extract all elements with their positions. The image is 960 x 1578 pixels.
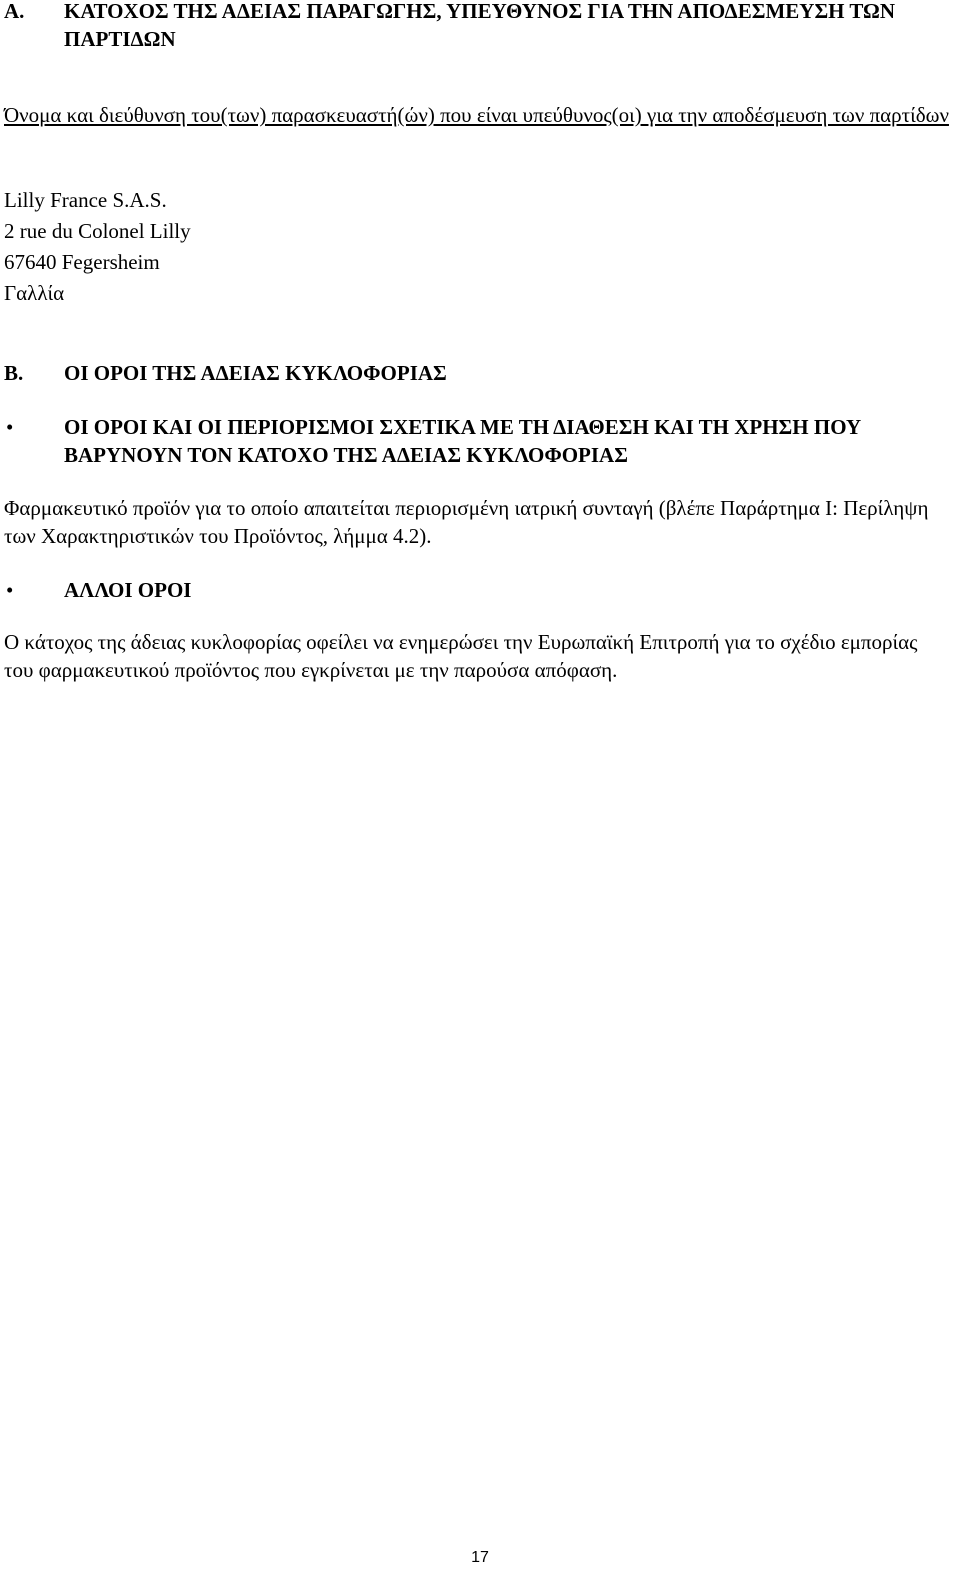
prescription-paragraph: Φαρμακευτικό προϊόν για το οποίο απαιτείται περιορισμένη ιατρική συνταγή (βλέπε Παράρτημα I: Περίληψη των Χαρακτηριστικών του Προϊόντος, λήμμα 4.2). — [4, 496, 929, 548]
section-b-letter: B. — [4, 361, 24, 385]
section-b-title: ΟΙ ΟΡΟΙ ΤΗΣ ΑΔΕΙΑΣ ΚΥΚΛΟΦΟΡΙΑΣ — [64, 361, 447, 385]
bullet-dot: • — [6, 578, 14, 602]
section-a-letter: A. — [4, 0, 25, 23]
manufacturer-subheading: Όνομα και διεύθυνση του(των) παρασκευαστή(ών) που είναι υπεύθυνος(οι) για την αποδέσμευση των παρτίδων — [4, 103, 949, 127]
section-a-title: ΚΑΤΟΧΟΣ ΤΗΣ ΑΔΕΙΑΣ ΠΑΡΑΓΩΓΗΣ, ΥΠΕΥΘΥΝΟΣ ΓΙΑ ΤΗΝ ΑΠΟΔΕΣΜΕΥΣΗ ΤΩΝ ΠΑΡΤΙΔΩΝ — [64, 0, 895, 51]
bullet-conditions-title: ΟΙ ΟΡΟΙ ΚΑΙ ΟΙ ΠΕΡΙΟΡΙΣΜΟΙ ΣΧΕΤΙΚΑ ΜΕ ΤΗ ΔΙΑΘΕΣΗ ΚΑΙ ΤΗ ΧΡΗΣΗ ΠΟΥ ΒΑΡΥΝΟΥΝ ΤΟΝ ΚΑΤΟΧΟ ΤΗΣ ΑΔΕΙΑΣ ΚΥΚΛΟΦΟΡΙΑΣ — [64, 415, 862, 467]
bullet-other-conditions-title: ΑΛΛΟΙ ΟΡΟΙ — [64, 578, 192, 602]
address-line-street: 2 rue du Colonel Lilly — [4, 219, 191, 243]
address-line-city: 67640 Fegersheim — [4, 250, 160, 274]
bullet-dot: • — [6, 415, 14, 439]
address-line-country: Γαλλία — [4, 281, 65, 305]
address-line-company: Lilly France S.A.S. — [4, 188, 167, 212]
page-number: 17 — [471, 1549, 489, 1566]
marketing-plan-paragraph: Ο κάτοχος της άδειας κυκλοφορίας οφείλει να ενημερώσει την Ευρωπαϊκή Επιτροπή για το σχέδιο εμπορίας του φαρμακευτικού προϊόντος που εγκρίνεται με την παρούσα απόφαση. — [4, 630, 918, 682]
